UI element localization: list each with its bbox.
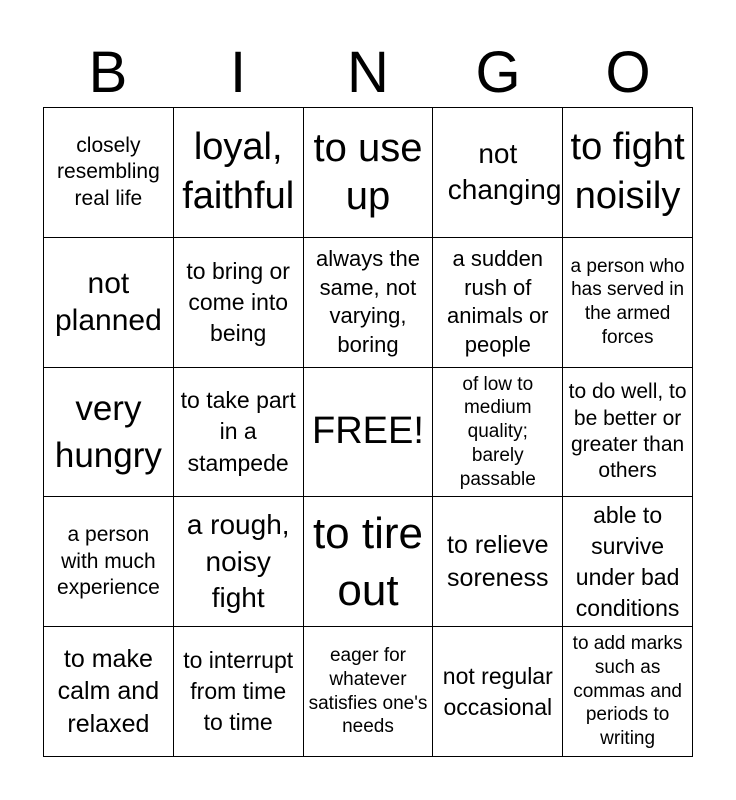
free-space-label: FREE! bbox=[312, 410, 424, 453]
cell-text: eager for whatever satisfies one's needs bbox=[308, 645, 428, 738]
bingo-cell[interactable] bbox=[174, 108, 304, 238]
bingo-cell[interactable] bbox=[563, 368, 693, 498]
cell-text: to tire out bbox=[312, 508, 423, 615]
bingo-cell[interactable] bbox=[304, 497, 434, 627]
bingo-cell[interactable] bbox=[44, 497, 174, 627]
cell-text: to make calm and relaxed bbox=[57, 644, 160, 738]
bingo-cell[interactable] bbox=[174, 368, 304, 498]
bingo-header bbox=[43, 38, 693, 108]
cell-text: of low to medium quality; barely passable bbox=[459, 373, 536, 490]
bingo-cell[interactable] bbox=[174, 497, 304, 627]
header-letter-i: I bbox=[229, 40, 247, 105]
cell-text: to do well, to be better or greater than others bbox=[568, 380, 687, 483]
bingo-cell[interactable] bbox=[44, 627, 174, 757]
cell-text: to fight noisily bbox=[570, 126, 685, 218]
bingo-cell[interactable] bbox=[304, 108, 434, 238]
bingo-cell[interactable] bbox=[44, 238, 174, 368]
header-letter-n: N bbox=[347, 40, 389, 105]
bingo-cell[interactable] bbox=[563, 627, 693, 757]
bingo-cell[interactable] bbox=[304, 627, 434, 757]
cell-text: to relieve soreness bbox=[447, 531, 549, 592]
cell-text: a person who has served in the armed forces bbox=[570, 255, 685, 348]
cell-text: not changing bbox=[447, 138, 562, 206]
cell-text: to add marks such as commas and periods to writing bbox=[572, 633, 683, 750]
cell-text: to interrupt from time to time bbox=[183, 647, 294, 736]
cell-text: very hungry bbox=[54, 388, 162, 475]
bingo-cell[interactable] bbox=[433, 497, 563, 627]
cell-text: to take part in a stampede bbox=[180, 387, 296, 476]
bingo-cell[interactable] bbox=[433, 108, 563, 238]
bingo-cell[interactable] bbox=[304, 238, 434, 368]
header-letter-b: B bbox=[88, 40, 128, 105]
cell-text: closely resembling real life bbox=[57, 134, 160, 210]
bingo-cell[interactable] bbox=[433, 238, 563, 368]
cell-text: a person with much experience bbox=[57, 523, 160, 599]
cell-text: loyal, faithful bbox=[182, 126, 295, 218]
cell-text: always the same, not varying, boring bbox=[316, 246, 420, 357]
free-space-cell[interactable] bbox=[304, 368, 434, 498]
bingo-cell[interactable] bbox=[44, 368, 174, 498]
cell-text: a sudden rush of animals or people bbox=[447, 246, 549, 357]
cell-text: a rough, noisy fight bbox=[186, 509, 290, 613]
header-letter-o: O bbox=[605, 40, 651, 105]
cell-text: to use up bbox=[313, 126, 423, 219]
cell-text: able to survive under bad conditions bbox=[575, 501, 680, 621]
bingo-board bbox=[43, 107, 693, 757]
bingo-cell[interactable] bbox=[174, 238, 304, 368]
header-letter-g: G bbox=[475, 40, 521, 105]
bingo-cell[interactable] bbox=[433, 627, 563, 757]
cell-text: to bring or come into being bbox=[186, 257, 290, 346]
bingo-cell[interactable] bbox=[563, 238, 693, 368]
bingo-cell[interactable] bbox=[563, 497, 693, 627]
bingo-cell[interactable] bbox=[433, 368, 563, 498]
bingo-cell[interactable] bbox=[174, 627, 304, 757]
cell-text: not regular occasional bbox=[442, 662, 553, 720]
bingo-cell[interactable] bbox=[563, 108, 693, 238]
cell-text: not planned bbox=[55, 266, 162, 338]
bingo-cell[interactable] bbox=[44, 108, 174, 238]
